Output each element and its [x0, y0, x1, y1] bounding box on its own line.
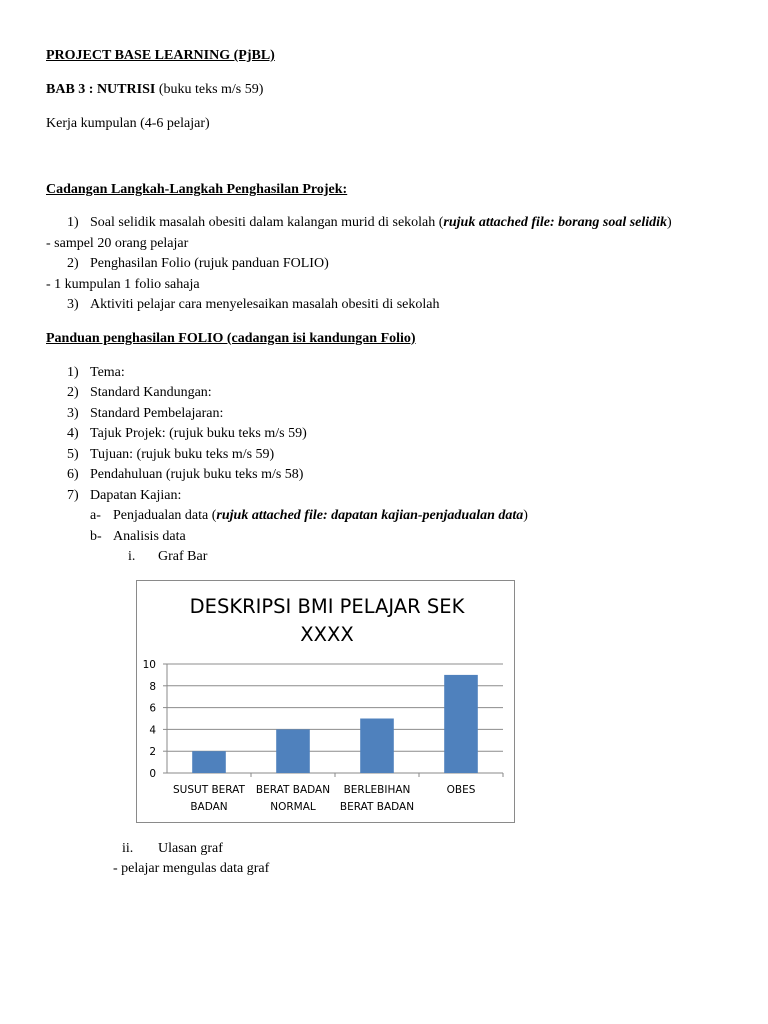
- cadangan-item-3: Aktiviti pelajar cara menyelesaikan masalah obesiti di sekolah: [90, 297, 440, 312]
- panduan-item: Tujuan: (rujuk buku teks m/s 59): [90, 447, 275, 462]
- group-note: Kerja kumpulan (4-6 pelajar): [46, 116, 210, 131]
- sub-item-i: Graf Bar: [158, 549, 208, 564]
- y-tick-label: 4: [149, 724, 156, 737]
- list-number: 6): [67, 467, 79, 482]
- bar: [276, 729, 310, 773]
- roman-marker: i.: [128, 549, 136, 564]
- list-number: 3): [67, 406, 79, 421]
- category-label: OBES: [446, 784, 476, 796]
- chapter-ref: (buku teks m/s 59): [155, 82, 264, 97]
- panduan-item: Dapatan Kajian:: [90, 488, 182, 503]
- panduan-item: Tema:: [90, 365, 125, 380]
- sub-list-marker: a-: [90, 508, 101, 523]
- list-number: 5): [67, 447, 79, 462]
- list-number: 1): [67, 365, 79, 380]
- bar: [192, 751, 226, 773]
- sub-item-ii-note: - pelajar mengulas data graf: [113, 861, 270, 876]
- panduan-heading: Panduan penghasilan FOLIO (cadangan isi kandungan Folio): [46, 331, 416, 346]
- chapter-line: [46, 81, 263, 98]
- list-number: 7): [67, 488, 79, 503]
- list-number: 1): [67, 215, 79, 230]
- panduan-item: Pendahuluan (rujuk buku teks m/s 58): [90, 467, 304, 482]
- cadangan-item-1-text: Soal selidik masalah obesiti dalam kalangan murid di sekolah (: [90, 215, 444, 230]
- y-tick-label: 2: [149, 746, 156, 759]
- roman-marker: ii.: [122, 841, 134, 856]
- panduan-item: Standard Kandungan:: [90, 385, 212, 400]
- list-number: 2): [67, 385, 79, 400]
- panduan-item: Standard Pembelajaran:: [90, 406, 224, 421]
- sub-item-b: Analisis data: [113, 529, 186, 544]
- category-label: BERLEBIHAN: [343, 784, 411, 796]
- y-tick-label: 10: [142, 659, 156, 671]
- cadangan-item-1-ref: rujuk attached file: borang soal selidik: [443, 215, 668, 230]
- sub-item-a-text: Penjadualan data (: [113, 508, 217, 523]
- sub-item-a-ref: rujuk attached file: dapatan kajian-penjadualan data: [216, 508, 524, 523]
- bmi-bar-chart: [136, 580, 515, 823]
- panduan-item: Tajuk Projek: (rujuk buku teks m/s 59): [90, 426, 307, 441]
- list-number: 4): [67, 426, 79, 441]
- cadangan-item-1-note: - sampel 20 orang pelajar: [46, 236, 189, 251]
- sub-item-ii: Ulasan graf: [158, 841, 223, 856]
- chart-title-line-2: XXXX: [300, 623, 354, 646]
- chart-canvas: [137, 581, 514, 822]
- cadangan-item-2: Penghasilan Folio (rujuk panduan FOLIO): [90, 256, 329, 271]
- sub-list-marker: b-: [90, 529, 102, 544]
- sub-item-a-close: ): [523, 508, 528, 523]
- chapter-label: BAB 3 : NUTRISI: [46, 82, 156, 97]
- cadangan-item-1-close: ): [667, 215, 672, 230]
- sub-item-a: [113, 507, 528, 524]
- category-label: BERAT BADAN: [339, 801, 415, 813]
- bar: [444, 675, 478, 773]
- doc-title: PROJECT BASE LEARNING (PjBL): [46, 48, 275, 63]
- bar: [360, 719, 394, 774]
- category-label: SUSUT BERAT: [173, 784, 245, 796]
- cadangan-item-2-note: - 1 kumpulan 1 folio sahaja: [46, 277, 200, 292]
- y-tick-label: 0: [149, 768, 156, 780]
- cadangan-heading: Cadangan Langkah-Langkah Penghasilan Projek:: [46, 182, 348, 197]
- y-tick-label: 8: [149, 680, 156, 693]
- chart-title-line-1: DESKRIPSI BMI PELAJAR SEK: [189, 595, 465, 618]
- y-tick-label: 6: [149, 702, 156, 715]
- cadangan-item-1: [90, 214, 672, 231]
- list-number: 2): [67, 256, 79, 271]
- category-label: BADAN: [190, 801, 228, 813]
- list-number: 3): [67, 297, 79, 312]
- category-label: BERAT BADAN: [255, 784, 331, 796]
- category-label: NORMAL: [270, 801, 316, 813]
